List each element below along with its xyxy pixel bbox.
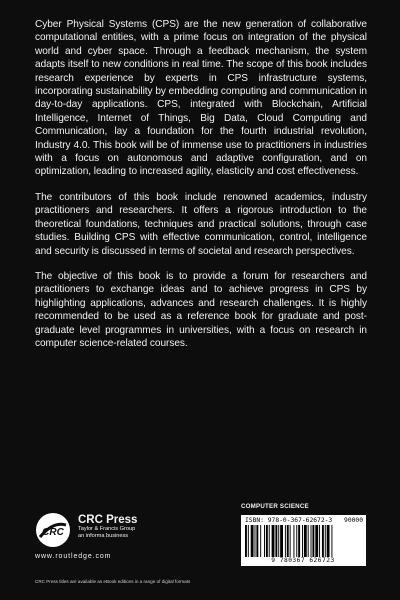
- barcode-bar: [304, 525, 307, 557]
- website-link[interactable]: www.routledge.com: [35, 553, 112, 560]
- price-code: 90000: [344, 517, 363, 524]
- barcode-bar: [302, 525, 303, 557]
- barcode-bar: [272, 525, 275, 557]
- barcode-bar: [298, 525, 300, 557]
- barcode-bar: [325, 525, 326, 557]
- publisher-name: CRC Press: [78, 514, 138, 526]
- crc-logo-text: CRC: [42, 527, 64, 538]
- barcode-bar: [331, 525, 332, 557]
- barcode-bar: [264, 525, 265, 557]
- barcode-bar: [278, 525, 279, 557]
- barcode-bar: [275, 525, 277, 557]
- barcode-digits: 9 780367 626723: [271, 557, 335, 564]
- barcode-bar: [308, 525, 309, 557]
- blurb-paragraph-3: The objective of this book is to provide a forum for researchers and practitioners to exchange ideas and to achieve progress in CPS by highlighting applications, advances and research challenges. It is highly recommended to be used as a reference book for graduate and post-graduate level programmes in universities, with a focus on research in computer science-related courses.: [35, 270, 367, 349]
- crc-press-logo: [35, 512, 71, 548]
- barcode-bar: [293, 525, 294, 557]
- isbn-barcode: [241, 515, 366, 566]
- barcode-bar: [251, 525, 254, 557]
- barcode-bar: [260, 525, 261, 557]
- barcode-bar: [255, 525, 256, 557]
- barcode-bar: [245, 525, 247, 557]
- ebook-footnote: CRC Press titles are available as eBook editions in a range of digital formats: [35, 579, 191, 584]
- category-label: COMPUTER SCIENCE: [241, 503, 309, 510]
- barcode-bar: [285, 525, 286, 557]
- isbn-line: [245, 517, 363, 524]
- blurb-paragraph-1: Cyber Physical Systems (CPS) are the new generation of collaborative computational entities, with a prime focus on integration of the physical world and cyber space. Through a feedback mechanism, the system adapts itself to new conditions in real time. The scope of this book includes research experience by experts in CPS infrastructure systems, incorporating sustainability by embedding computing and communication in day-to-day applications. CPS, integrated with Blockchain, Artificial Intelligence, Internet of Things, Big Data, Cloud Computing and Communication, lay a foundation for the fourth industrial revolution, Industry 4.0. This book will be of immense use to practitioners in industries with a focus on autonomous and adaptive configuration, and on optimization, leading to increased agility, elasticity and cost effectiveness.: [35, 19, 367, 178]
- barcode-bar: [287, 525, 289, 557]
- barcode-bar: [315, 525, 318, 557]
- barcode-bar: [290, 525, 291, 557]
- barcode-bar: [280, 525, 283, 557]
- barcode-bar: [248, 525, 249, 557]
- barcode-bar: [269, 525, 270, 557]
- barcode-bars: [245, 525, 363, 557]
- barcode-bar: [256, 525, 258, 557]
- barcode-bar: [327, 525, 330, 557]
- barcode-bar: [296, 525, 297, 557]
- barcode-bar: [266, 525, 268, 557]
- publisher-line-1: Taylor & Francis Group: [78, 526, 136, 532]
- blurb: [35, 18, 367, 362]
- barcode-bar: [311, 525, 312, 557]
- isbn-text: ISBN: 978-0-367-62672-3: [245, 517, 333, 524]
- publisher-block: [78, 514, 137, 540]
- barcode-bar: [312, 525, 314, 557]
- blurb-paragraph-2: The contributors of this book include renowned academics, industry practitioners and researchers. It offers a rigorous introduction to the theoretical foundations, techniques and practical solutions, through case studies. Building CPS with effective communication, control, intelligence and security is discussed in terms of societal and research perspectives.: [35, 191, 367, 257]
- barcode-bar: [319, 525, 320, 557]
- publisher-line-2: an informa business: [78, 533, 129, 539]
- barcode-bar: [322, 525, 324, 557]
